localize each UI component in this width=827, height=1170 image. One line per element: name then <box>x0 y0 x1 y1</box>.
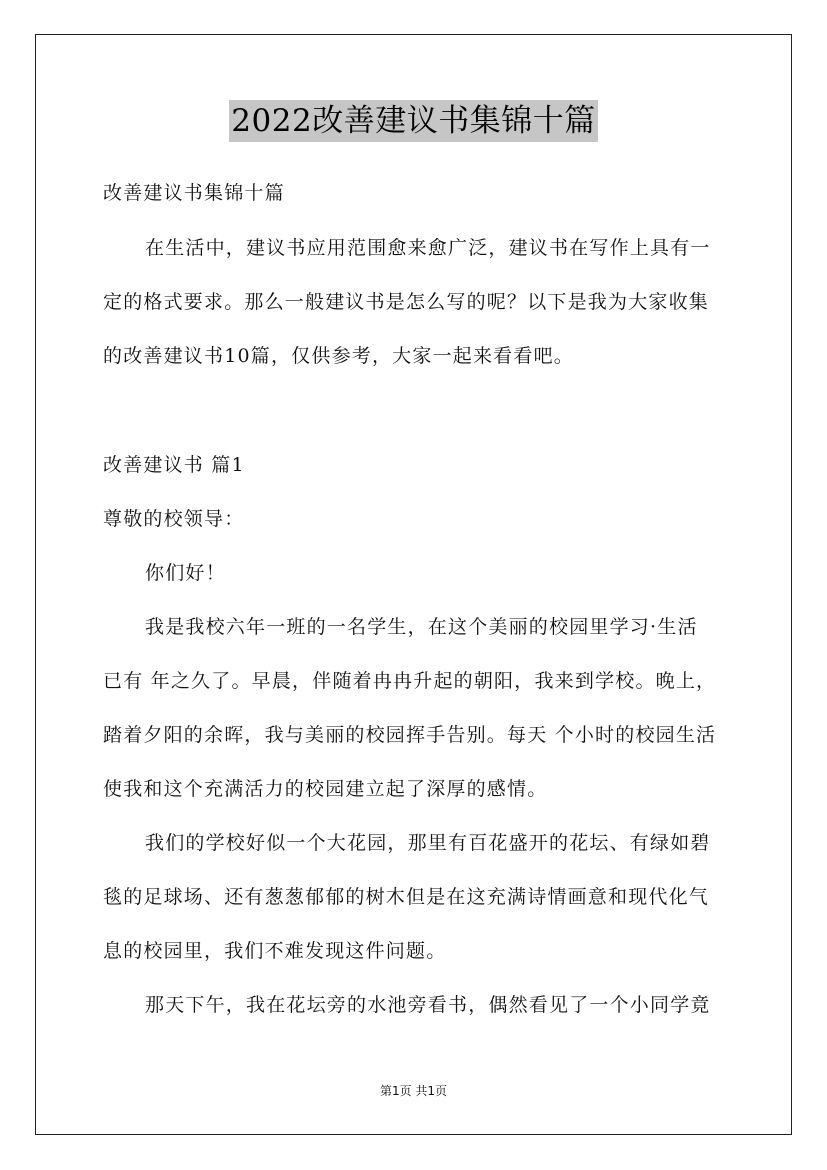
paragraph-line: 我是我校六年一班的一名学生，在这个美丽的校园里学习·生活 <box>145 616 698 638</box>
subtitle: 改善建议书集锦十篇 <box>103 182 285 204</box>
paragraph-line: 在生活中，建议书应用范围愈来愈广泛，建议书在写作上具有一 <box>145 237 711 259</box>
section-heading: 改善建议书 篇1 <box>103 454 245 476</box>
page-footer: 第1页 共1页 <box>379 1084 448 1098</box>
paragraph-line: 已有 年之久了。早晨，伴随着冉冉升起的朝阳，我来到学校。晚上， <box>103 670 717 692</box>
paragraph-line: 踏着夕阳的余晖，我与美丽的校园挥手告别。每天 个小时的校园生活 <box>103 724 717 746</box>
salutation: 尊敬的校领导： <box>103 508 245 530</box>
paragraph-line: 的改善建议书10篇，仅供参考，大家一起来看看吧。 <box>103 345 574 367</box>
paragraph-line: 息的校园里，我们不难发现这件问题。 <box>103 940 447 962</box>
paragraph-line: 定的格式要求。那么一般建议书是怎么写的呢？以下是我为大家收集 <box>103 291 710 313</box>
greeting: 你们好！ <box>145 562 226 584</box>
paragraph-line: 使我和这个充满活力的校园建立起了深厚的感情。 <box>103 778 548 800</box>
paragraph-line: 那天下午，我在花坛旁的水池旁看书，偶然看见了一个小同学竟 <box>145 994 711 1016</box>
paragraph-line: 毯的足球场、还有葱葱郁郁的树木但是在这充满诗情画意和现代化气 <box>103 886 710 908</box>
title-container <box>0 100 827 142</box>
paragraph-line: 我们的学校好似一个大花园，那里有百花盛开的花坛、有绿如碧 <box>145 832 711 854</box>
document-title: 2022改善建议书集锦十篇 <box>229 100 597 142</box>
